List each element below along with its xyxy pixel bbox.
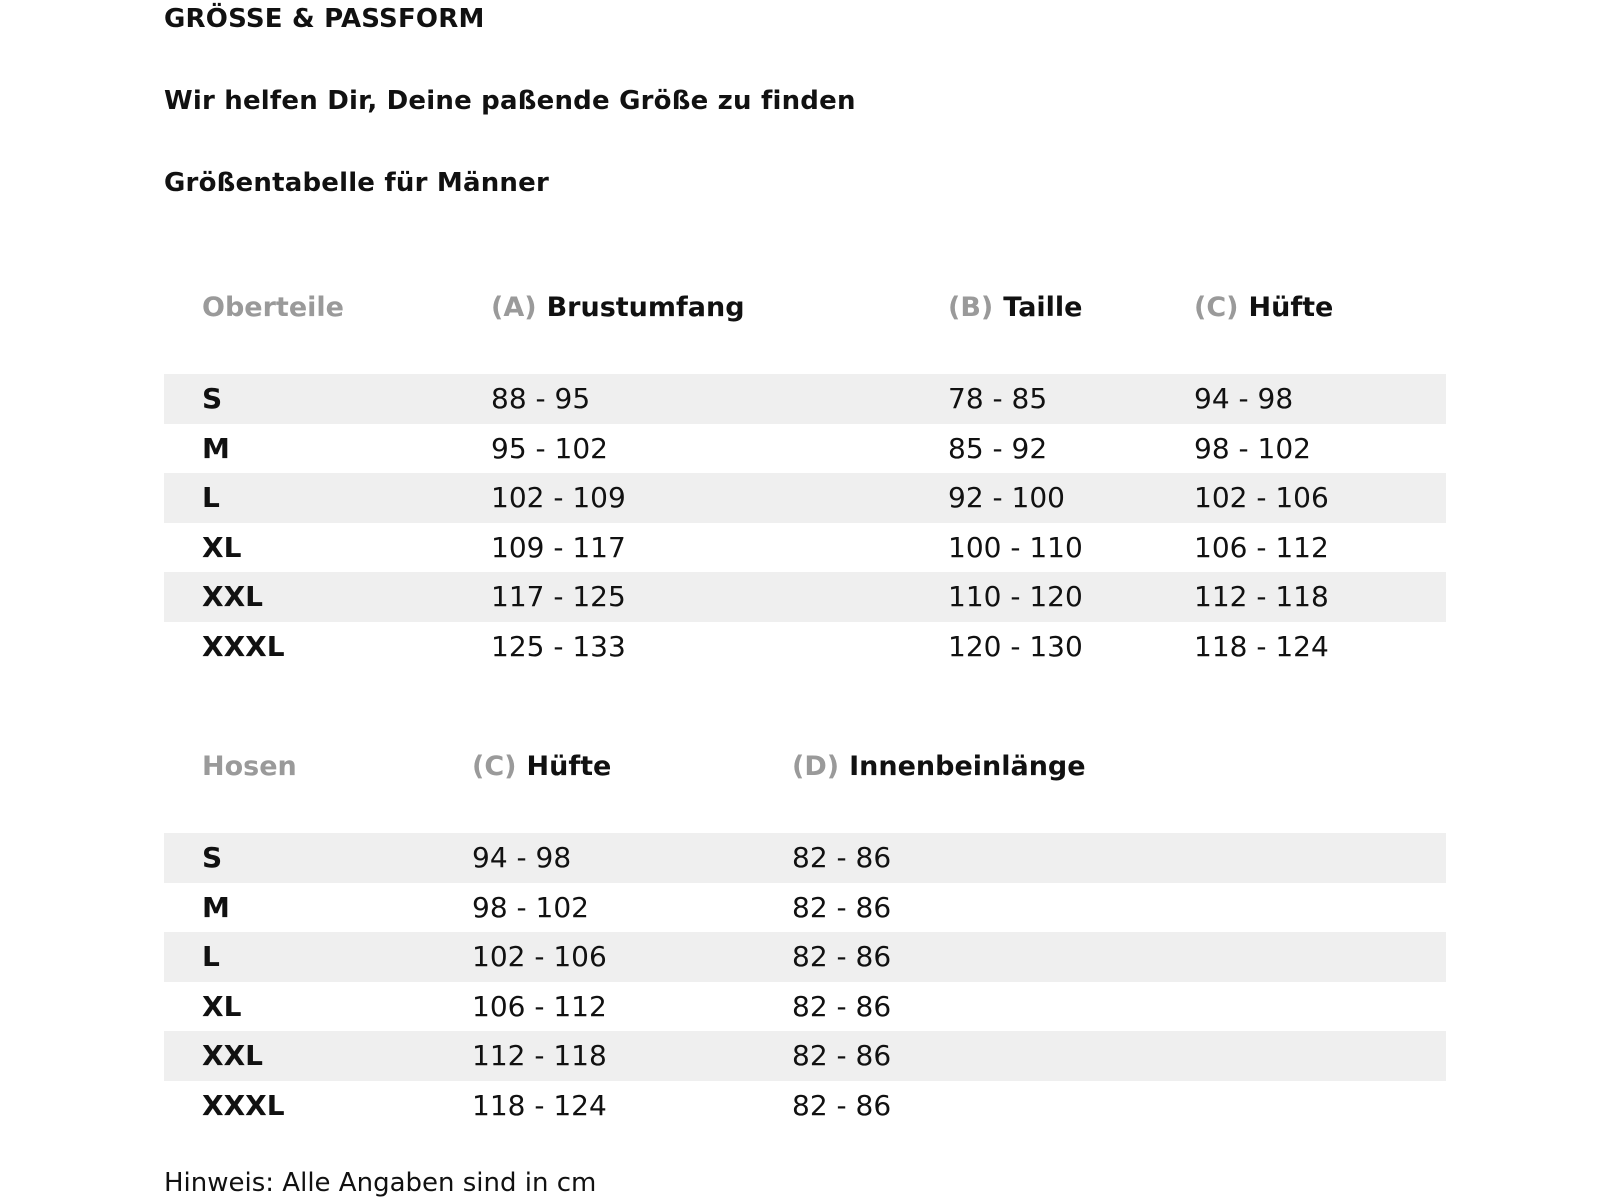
size-cell: XL [202, 989, 242, 1023]
pants-col-hip [472, 751, 611, 782]
tops-col-waist-label: Taille [1003, 292, 1083, 323]
table-row [164, 982, 1446, 1032]
waist-cell: 85 - 92 [948, 431, 1048, 465]
inseam-cell: 82 - 86 [792, 890, 892, 924]
size-cell: M [202, 890, 230, 924]
tops-col-waist-letter: (B) [948, 292, 994, 323]
chest-cell: 95 - 102 [491, 431, 608, 465]
size-cell: XXL [202, 580, 264, 613]
size-cell: XXXL [202, 1088, 285, 1122]
chest-cell: 102 - 109 [491, 481, 626, 514]
tops-col-waist [948, 292, 1083, 323]
chest-cell: 109 - 117 [491, 530, 626, 564]
tops-table-header [164, 286, 1446, 374]
pants-size-table [164, 745, 1446, 1130]
pants-table-header [164, 745, 1446, 833]
hip-cell: 112 - 118 [472, 1039, 607, 1072]
waist-cell: 100 - 110 [948, 530, 1083, 564]
table-row [164, 622, 1446, 672]
size-cell: L [202, 940, 220, 973]
hip-cell: 106 - 112 [472, 989, 607, 1023]
units-note: Hinweis: Alle Angaben sind in cm [164, 1168, 597, 1198]
inseam-cell: 82 - 86 [792, 989, 892, 1023]
chest-cell: 117 - 125 [491, 580, 626, 613]
chest-cell: 88 - 95 [491, 382, 591, 415]
table-row [164, 473, 1446, 523]
hip-cell: 98 - 102 [472, 890, 589, 924]
tops-col-hip-label: Hüfte [1248, 292, 1334, 323]
pants-col-inseam-letter: (D) [792, 751, 840, 782]
hip-cell: 112 - 118 [1194, 580, 1329, 613]
hip-cell: 118 - 124 [472, 1088, 607, 1122]
table-row [164, 424, 1446, 474]
hip-cell: 102 - 106 [472, 940, 607, 973]
tops-category-label: Oberteile [202, 292, 344, 323]
tops-col-chest-label: Brustumfang [546, 292, 745, 323]
pants-col-hip-letter: (C) [472, 751, 517, 782]
waist-cell: 92 - 100 [948, 481, 1065, 514]
size-cell: M [202, 431, 230, 465]
table-row [164, 1081, 1446, 1131]
size-cell: S [202, 841, 223, 874]
section-title: GRÖSSE & PASSFORM [164, 4, 485, 34]
size-cell: XL [202, 530, 242, 564]
pants-col-inseam [792, 751, 1086, 782]
table-row [164, 523, 1446, 573]
inseam-cell: 82 - 86 [792, 1088, 892, 1122]
size-cell: XXXL [202, 629, 285, 663]
tops-col-hip [1194, 292, 1333, 323]
size-cell: S [202, 382, 223, 415]
table-title: Größentabelle für Männer [164, 168, 549, 198]
hip-cell: 118 - 124 [1194, 629, 1329, 663]
table-row [164, 833, 1446, 883]
hip-cell: 94 - 98 [1194, 382, 1294, 415]
table-row [164, 572, 1446, 622]
table-row [164, 883, 1446, 933]
inseam-cell: 82 - 86 [792, 841, 892, 874]
table-row [164, 374, 1446, 424]
chest-cell: 125 - 133 [491, 629, 626, 663]
table-row [164, 932, 1446, 982]
tops-col-chest-letter: (A) [491, 292, 537, 323]
pants-col-hip-label: Hüfte [526, 751, 612, 782]
table-row [164, 1031, 1446, 1081]
waist-cell: 120 - 130 [948, 629, 1083, 663]
hip-cell: 106 - 112 [1194, 530, 1329, 564]
pants-col-inseam-label: Innenbeinlänge [849, 751, 1086, 782]
hip-cell: 94 - 98 [472, 841, 572, 874]
inseam-cell: 82 - 86 [792, 1039, 892, 1072]
tops-size-table [164, 286, 1446, 671]
size-cell: L [202, 481, 220, 514]
waist-cell: 110 - 120 [948, 580, 1083, 613]
waist-cell: 78 - 85 [948, 382, 1048, 415]
hip-cell: 98 - 102 [1194, 431, 1311, 465]
inseam-cell: 82 - 86 [792, 940, 892, 973]
tops-col-hip-letter: (C) [1194, 292, 1239, 323]
pants-category-label: Hosen [202, 751, 297, 782]
helper-title: Wir helfen Dir, Deine paßende Größe zu finden [164, 86, 856, 116]
hip-cell: 102 - 106 [1194, 481, 1329, 514]
tops-col-chest [491, 292, 745, 323]
size-cell: XXL [202, 1039, 264, 1072]
